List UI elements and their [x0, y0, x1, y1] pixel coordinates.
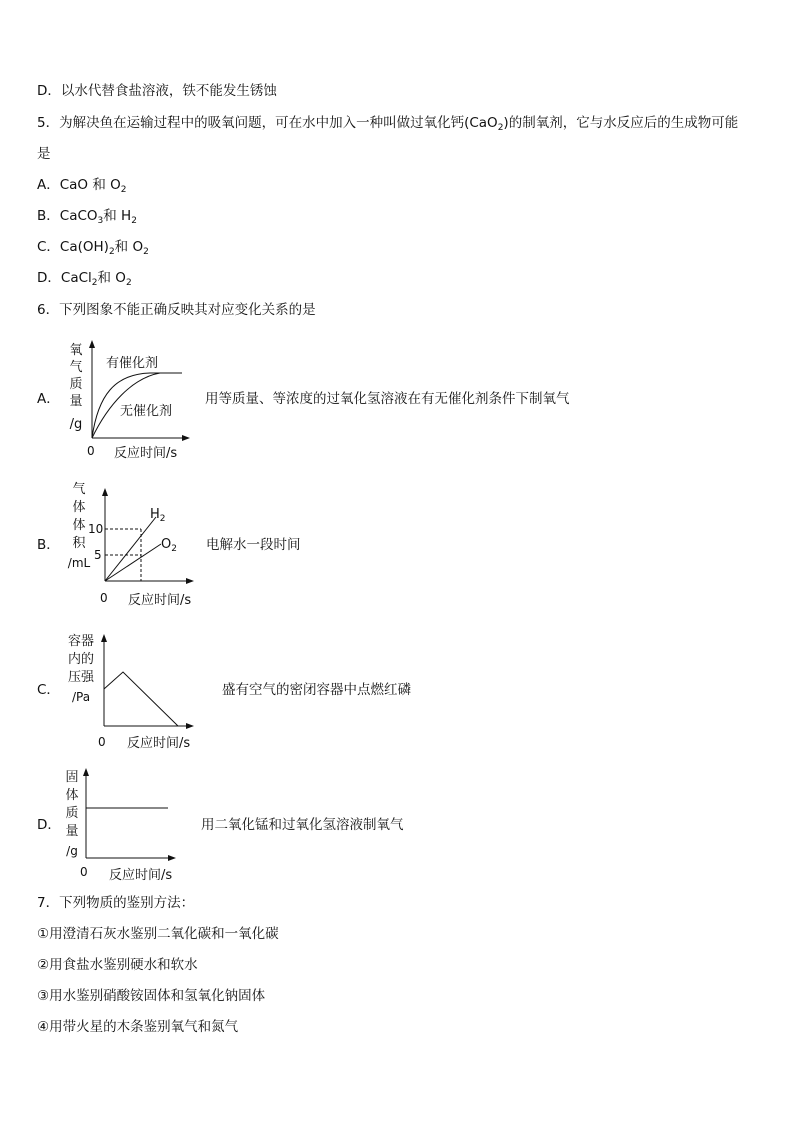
- graph-b-ylabel-2: 体: [72, 500, 86, 515]
- graph-a-ylabel-5: /g: [69, 417, 83, 432]
- graph-c-origin: 0: [98, 735, 106, 749]
- graph-c-x-arrow: [186, 723, 194, 729]
- q5-option-c: C．$Ca(OH)_2$和 $O_2$: [37, 239, 149, 257]
- graph-b-line-h2: [105, 517, 156, 581]
- graph-d-xlabel: 反应时间/s: [109, 868, 173, 883]
- q6-option-b-letter: B．: [37, 537, 60, 553]
- graph-b-ylabel-3: 体: [72, 518, 86, 533]
- graph-a-label-no-catalyst: 无催化剂: [120, 404, 173, 419]
- q4-option-d: D．以水代替食盐溶液，铁不能发生锈蚀: [37, 83, 277, 99]
- graph-a-y-arrow: [89, 340, 95, 348]
- graph-d-ylabel-4: 量: [65, 824, 79, 839]
- q5-option-d: D．CaCl$_2$和 $O_2$: [37, 270, 132, 288]
- graph-a-xlabel: 反应时间/s: [114, 446, 178, 461]
- graph-b-ylabel-1: 气: [72, 482, 86, 497]
- q6-option-a-letter: A．: [37, 391, 60, 407]
- graph-a-ylabel-4: 量: [69, 394, 83, 409]
- graph-d-x-arrow: [168, 855, 176, 861]
- graph-b-origin: 0: [100, 591, 108, 605]
- graph-b-tick-10: 10: [88, 522, 104, 536]
- graph-c-ylabel-1: 容器: [67, 634, 95, 649]
- q6-option-d-desc: 用二氧化锰和过氧化氢溶液制氧气: [201, 817, 404, 833]
- q7-item-1: ①用澄清石灰水鉴别二氧化碳和一氧化碳: [37, 926, 279, 942]
- graph-c-xlabel: 反应时间/s: [127, 736, 191, 751]
- q6-option-d-letter: D．: [37, 817, 61, 833]
- graph-d: [60, 765, 200, 885]
- graph-b-label-h2: $H_2$: [150, 507, 166, 524]
- graph-d-y-arrow: [83, 768, 89, 776]
- graph-d-origin: 0: [80, 865, 88, 879]
- q5-stem-continued: 是: [37, 146, 51, 162]
- q7-item-2: ②用食盐水鉴别硬水和软水: [37, 957, 198, 973]
- graph-b-x-arrow: [186, 578, 194, 584]
- q7-item-3: ③用水鉴别硝酸铵固体和氢氧化钠固体: [37, 988, 266, 1004]
- graph-d-ylabel-2: 体: [65, 788, 79, 803]
- q7-stem: 7．下列物质的鉴别方法：: [37, 895, 195, 911]
- graph-d-ylabel-3: 质: [65, 806, 79, 821]
- graph-a-ylabel-1: 氧: [69, 343, 83, 358]
- q5-stem: 5．为解决鱼在运输过程中的吸氧问题，可在水中加入一种叫做过氧化钙(CaO$_2$)的制氧剂，它与水反应后的生成物可能: [37, 115, 739, 133]
- graph-c: [60, 630, 210, 755]
- q7-item-4: ④用带火星的木条鉴别氧气和氮气: [37, 1019, 239, 1035]
- graph-b-ylabel-4: 积: [72, 536, 86, 551]
- q6-stem: 6．下列图象不能正确反映其对应变化关系的是: [37, 302, 316, 318]
- graph-c-ylabel-3: 压强: [67, 670, 95, 685]
- graph-a-ylabel-3: 质: [69, 377, 83, 392]
- q6-option-c-desc: 盛有空气的密闭容器中点燃红磷: [222, 682, 411, 698]
- graph-b-line-o2: [105, 544, 161, 581]
- q6-option-b-desc: 电解水一段时间: [206, 537, 301, 553]
- graph-d-ylabel-1: 固: [65, 770, 79, 785]
- graph-c-ylabel-4: /Pa: [71, 690, 91, 704]
- graph-b-y-arrow: [102, 488, 108, 496]
- q6-option-a-desc: 用等质量、等浓度的过氧化氢溶液在有无催化剂条件下制氧气: [205, 391, 570, 407]
- graph-a-origin: 0: [87, 444, 95, 458]
- graph-b-ylabel-5: /mL: [67, 556, 91, 570]
- graph-b: [60, 480, 210, 610]
- graph-b-tick-5: 5: [94, 548, 102, 562]
- graph-a-label-catalyst: 有催化剂: [106, 356, 159, 371]
- graph-a-ylabel-2: 气: [69, 360, 83, 375]
- graph-c-y-arrow: [101, 634, 107, 642]
- q6-option-c-letter: C．: [37, 682, 60, 698]
- graph-c-pressure-line: [104, 672, 178, 726]
- q5-option-a: A．CaO 和 $O_2$: [37, 177, 127, 195]
- q5-option-b: B．CaCO$_3$和 $H_2$: [37, 208, 137, 226]
- graph-d-ylabel-5: /g: [66, 844, 78, 858]
- graph-b-label-o2: $O_2$: [161, 537, 177, 554]
- graph-b-xlabel: 反应时间/s: [128, 593, 192, 608]
- graph-c-ylabel-2: 内的: [67, 652, 95, 667]
- graph-a: [60, 340, 200, 460]
- graph-a-x-arrow: [182, 435, 190, 441]
